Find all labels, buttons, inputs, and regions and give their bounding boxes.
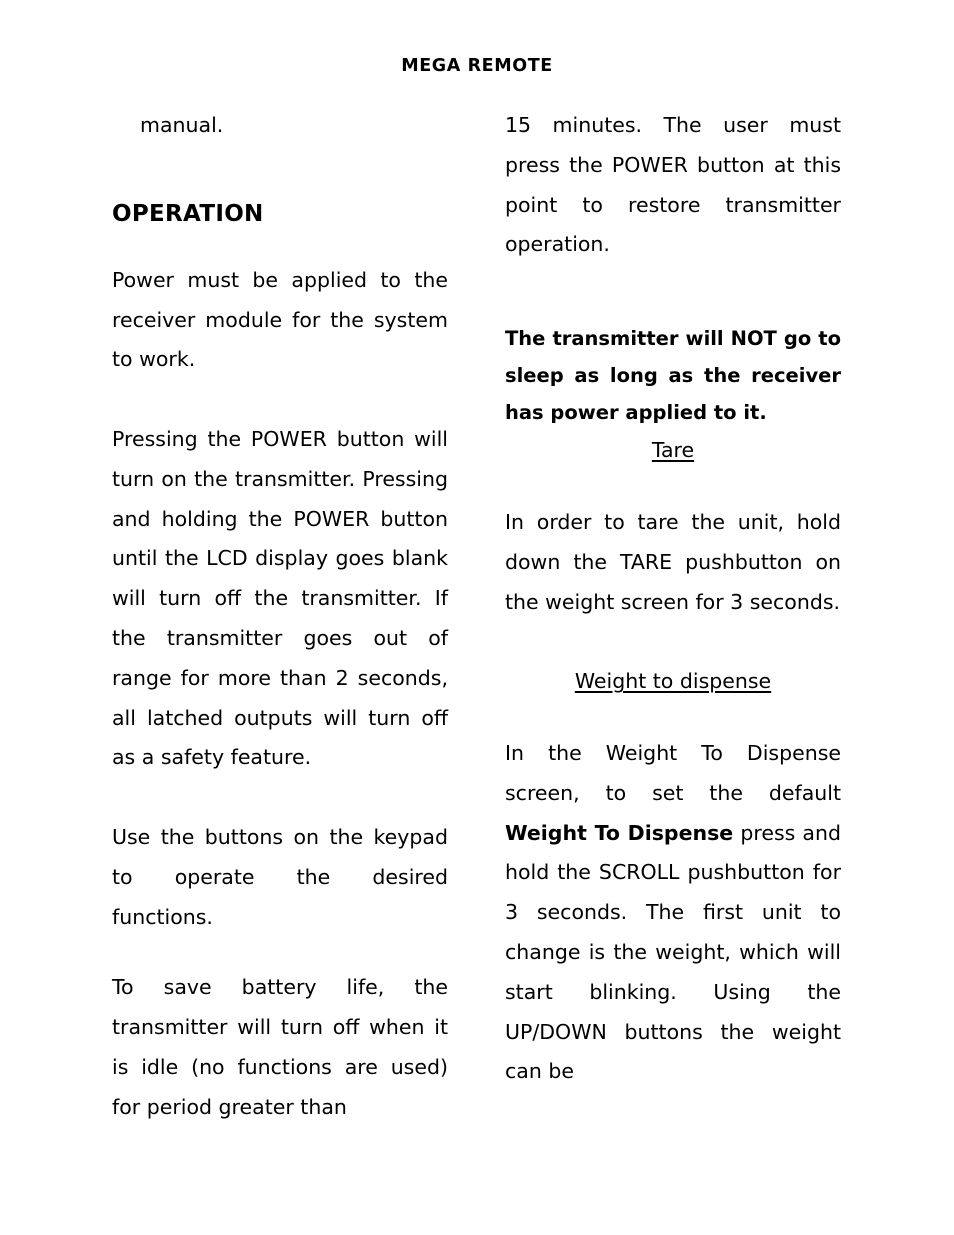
subheading-weight-to-dispense: Weight to dispense [574, 669, 772, 694]
paragraph-spacer [505, 702, 841, 734]
paragraph-battery-life: To save battery life, the transmitter will turn off when it is idle (no functions are used) for period greater than [112, 975, 448, 1119]
paragraph-weight-to-dispense [505, 734, 841, 1092]
paragraph-power-applied: Power must be applied to the receiver module for the system to work. [112, 267, 448, 372]
wtd-text-part-1: In the Weight To Dispense screen, to set the default [505, 740, 841, 805]
paragraph-spacer [505, 471, 841, 503]
paragraph-restore-operation: 15 minutes. The user must press the POWER button at this point to restore transmitter operation. [505, 113, 841, 257]
paragraph-keypad: Use the buttons on the keypad to operate the desired functions. [112, 824, 448, 929]
right-column [505, 106, 841, 1092]
wtd-text-part-2: press and hold the SCROLL pushbutton for 3 seconds. The first unit to change is the weight, which will start blinking. Using the UP/DOWN buttons the weight can be [505, 820, 841, 1084]
paragraph-spacer [505, 265, 841, 320]
wtd-bold-term: Weight To Dispense [505, 820, 734, 845]
paragraph-spacer [112, 937, 448, 968]
note-sleep: The transmitter will NOT go to sleep as long as the receiver has power applied to it. [505, 327, 841, 425]
paragraph-tare: In order to tare the unit, hold down the TARE pushbutton on the weight screen for 3 seconds. [505, 509, 841, 614]
paragraph-spacer [112, 380, 448, 420]
section-heading-operation: OPERATION [112, 200, 264, 227]
paragraph-spacer [505, 622, 841, 662]
left-column [112, 106, 448, 1128]
continuation-text: manual. [140, 113, 224, 137]
page-header: MEGA REMOTE [401, 56, 553, 76]
subheading-tare: Tare [651, 438, 695, 463]
paragraph-power-button: Pressing the POWER button will turn on the transmitter. Pressing and holding the POWER button until the LCD display goes blank will turn off the transmitter. If the transmitter goes out of range for more than 2 seconds, all latched outputs will turn off as a safety feature. [112, 426, 448, 770]
paragraph-spacer [112, 778, 448, 818]
